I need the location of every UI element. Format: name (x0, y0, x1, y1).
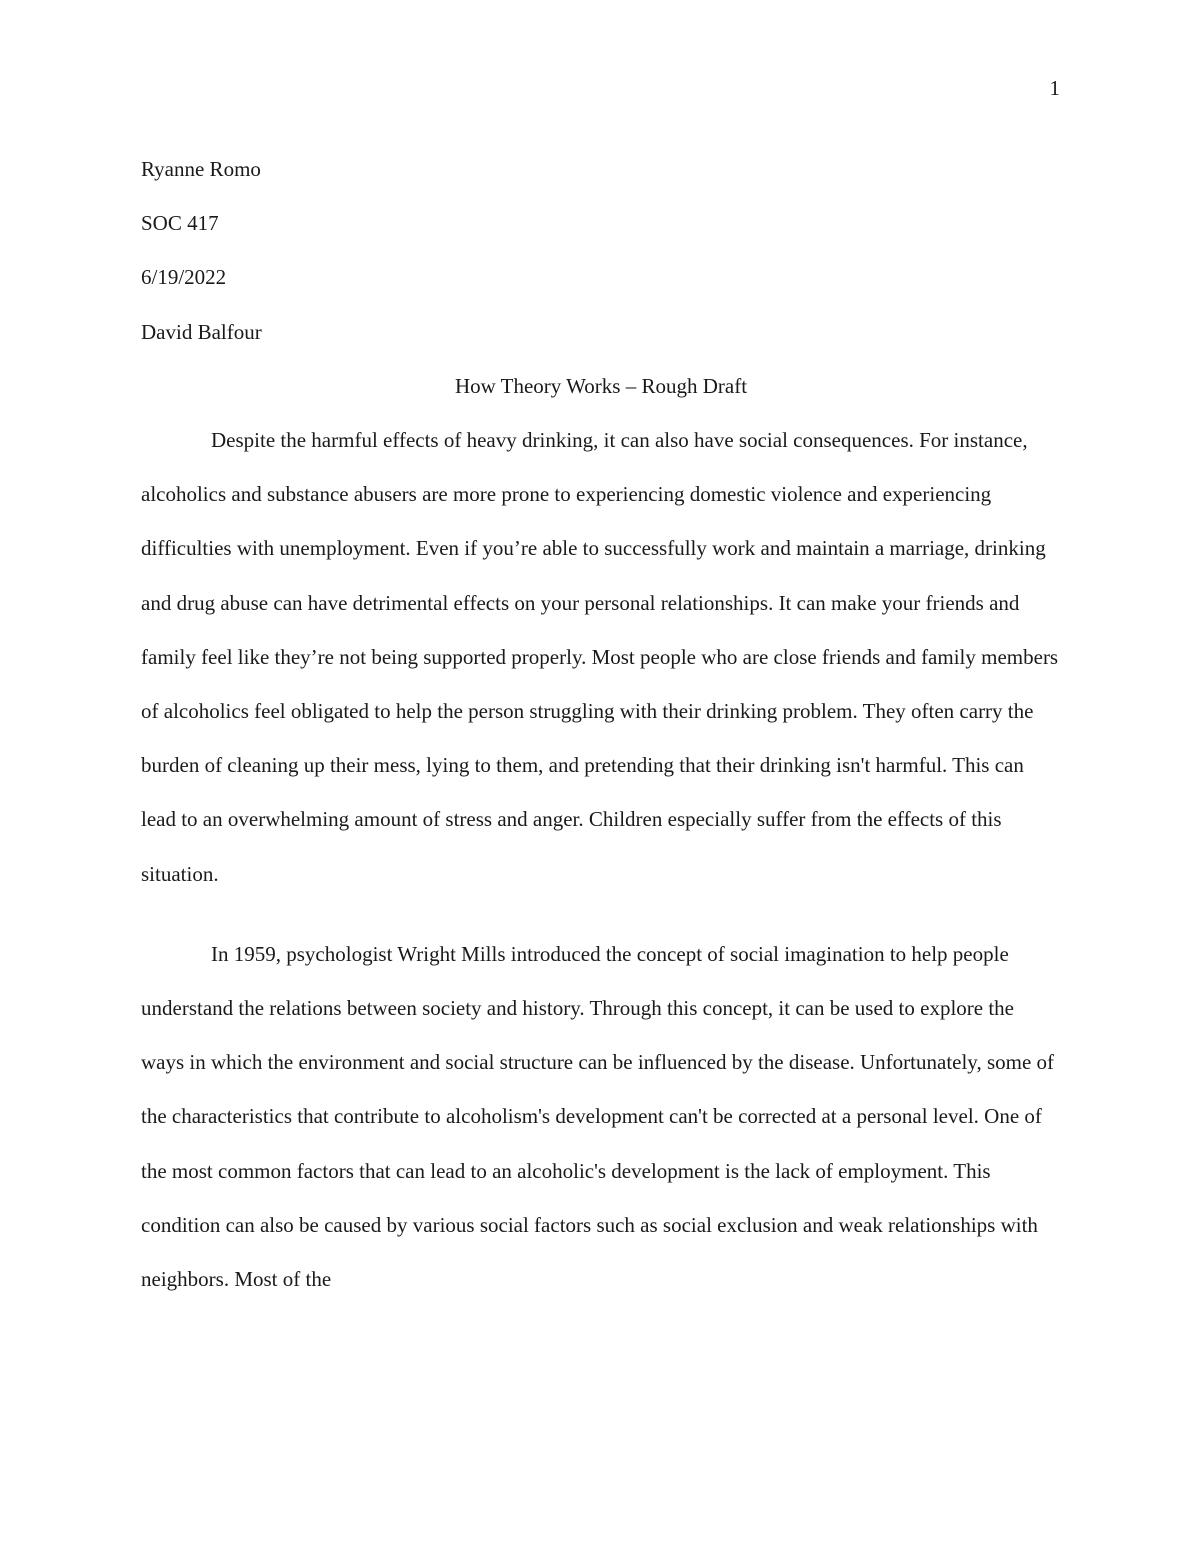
course-code: SOC 417 (141, 211, 219, 236)
page-number: 1 (1049, 76, 1060, 100)
paragraph-1: Despite the harmful effects of heavy drinking, it can also have social consequences. For instance, alcoholics and substance abusers are more prone to experiencing domestic violence and experiencing difficulties with unemployment. Even if you’re able to successfully work and maintain a marriage, drinking and drug abuse can have detrimental effects on your personal relationships. It can make your friends and family feel like they’re not being supported properly. Most people who are close friends and family members of alcoholics feel obligated to help the person struggling with their drinking problem. They often carry the burden of cleaning up their mess, lying to them, and pretending that their drinking isn't harmful. This can lead to an overwhelming amount of stress and anger. Children especially suffer from the effects of this situation. (141, 428, 1059, 886)
submission-date: 6/19/2022 (141, 265, 227, 290)
paragraph-2: In 1959, psychologist Wright Mills introduced the concept of social imagination to help people understand the relations between society and history. Through this concept, it can be used to explore the ways in which the environment and social structure can be influenced by the disease. Unfortunately, some of the characteristics that contribute to alcoholism's development can't be corrected at a personal level. One of the most common factors that can lead to an alcoholic's development is the lack of employment. This condition can also be caused by various social factors such as social exclusion and weak relationships with neighbors. Most of the (141, 941, 1055, 1292)
document-body (141, 142, 1061, 1306)
document-title: How Theory Works – Rough Draft (454, 373, 748, 398)
author-name: Ryanne Romo (141, 157, 261, 181)
instructor-name: David Balfour (141, 319, 262, 344)
